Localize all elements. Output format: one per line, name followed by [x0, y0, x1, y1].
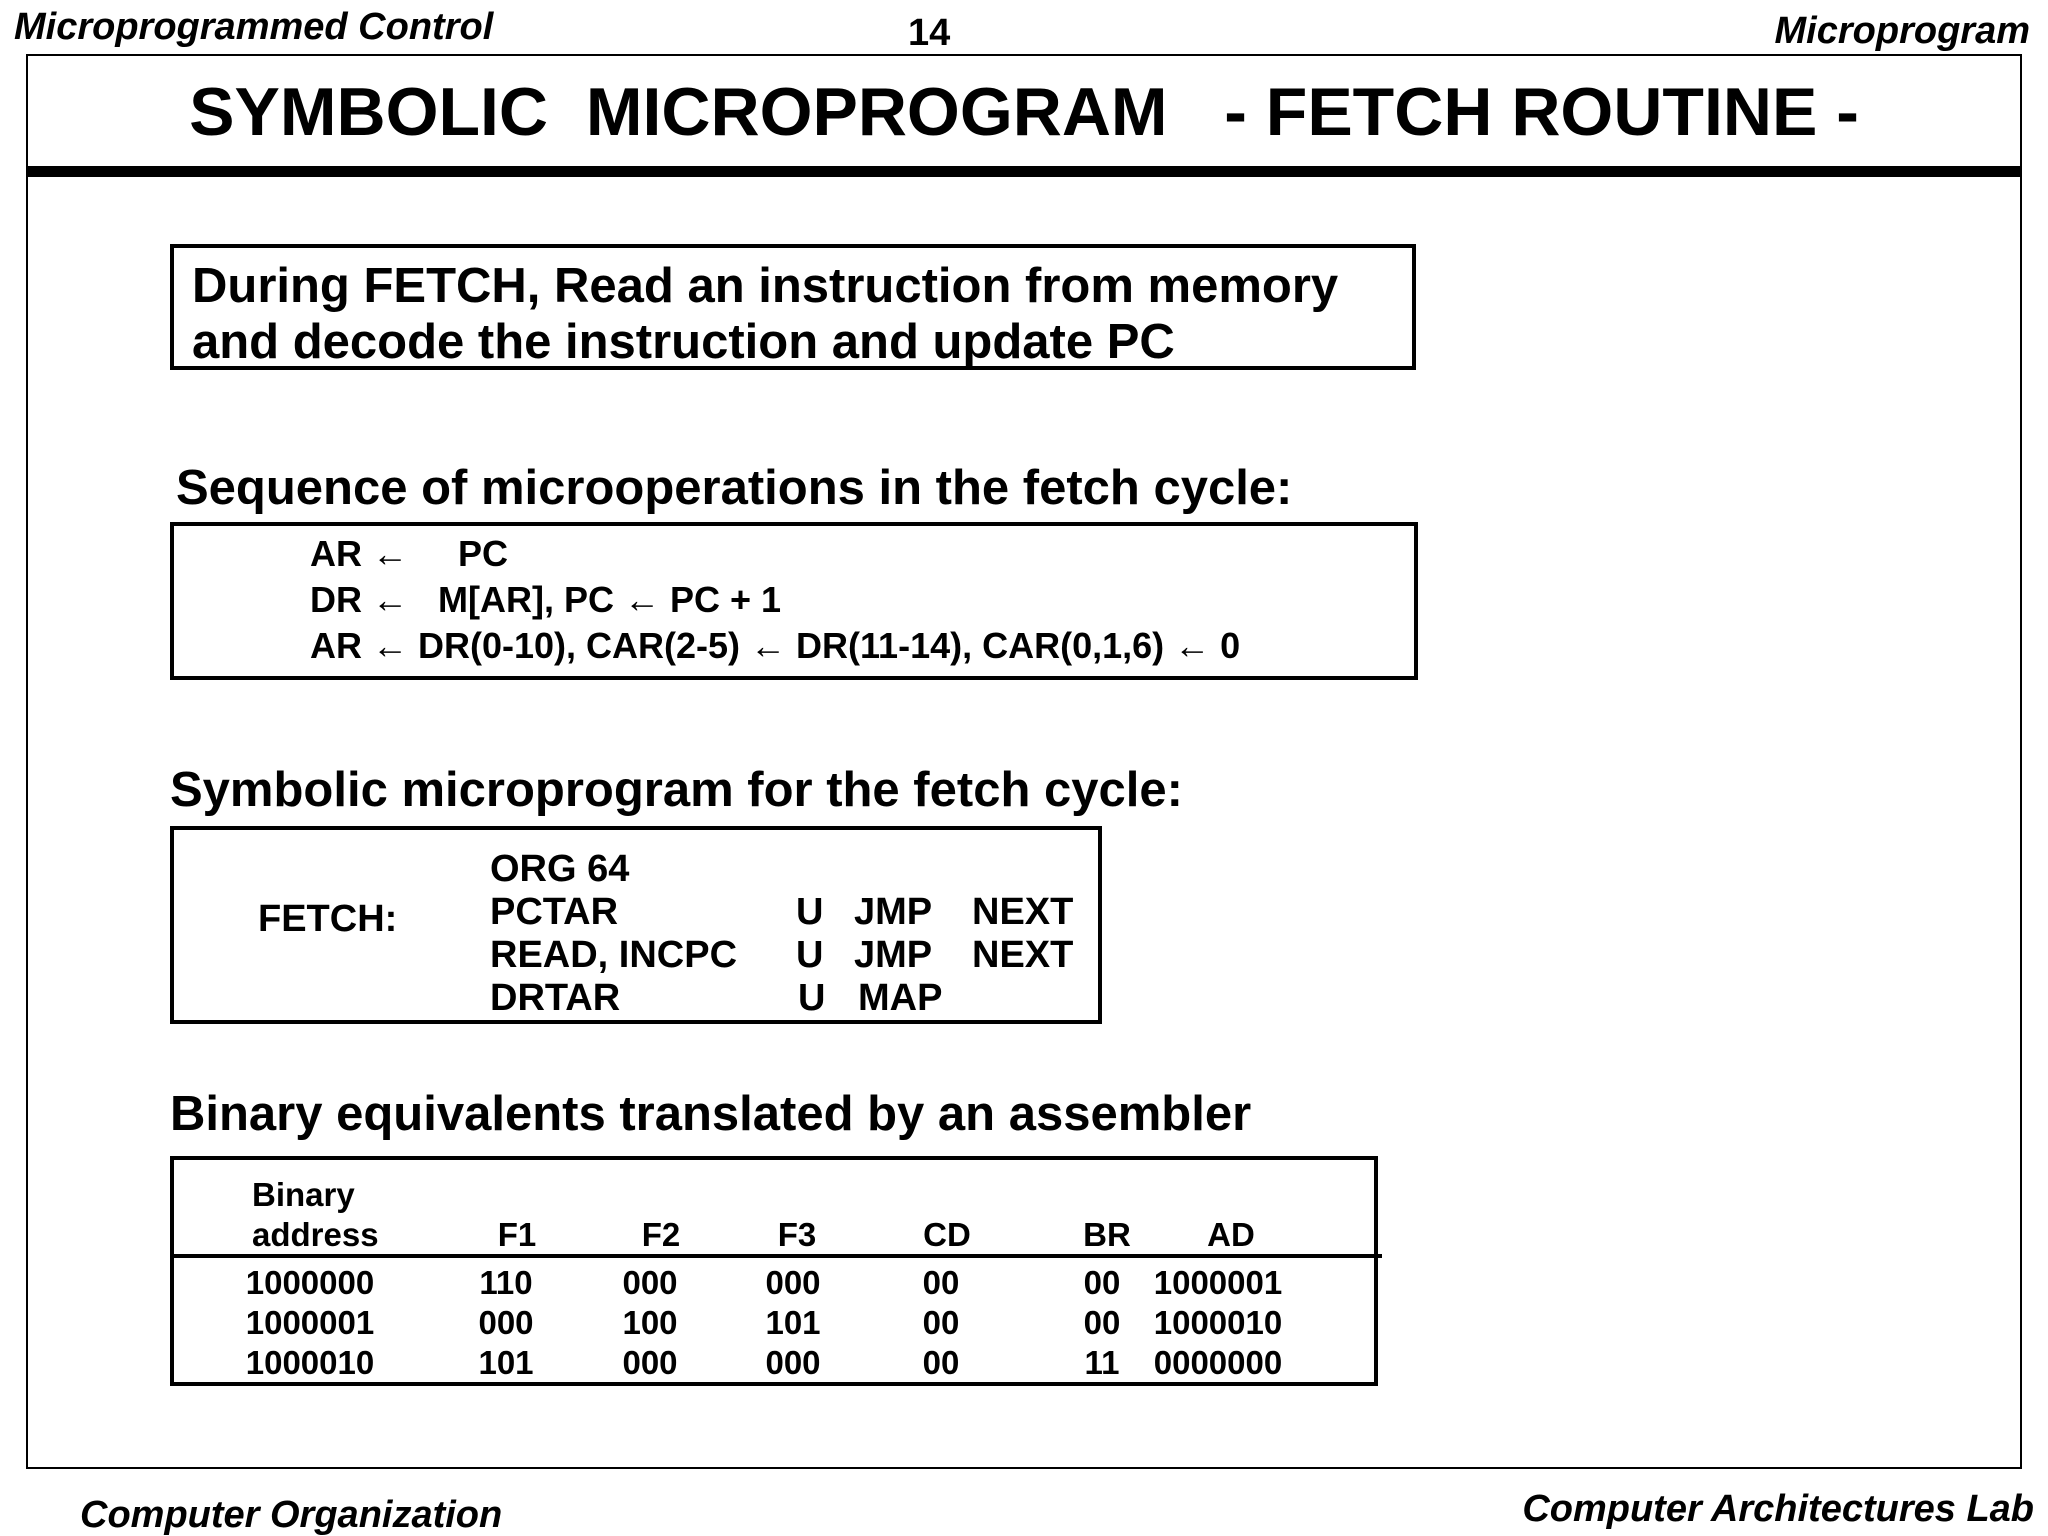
cell-f1: 101 — [478, 1344, 534, 1381]
binary-heading: Binary equivalents translated by an assembler — [170, 1087, 1252, 1141]
cell-f3: 101 — [765, 1304, 821, 1341]
cell-ad: 0000000 — [1153, 1344, 1283, 1381]
micro-op: DRTAR — [490, 977, 621, 1019]
cell-cd: 00 — [922, 1344, 960, 1381]
cell-address: 1000010 — [245, 1344, 375, 1381]
symbolic-heading: Symbolic microprogram for the fetch cycle: — [170, 763, 1183, 817]
page-number: 14 — [908, 12, 951, 54]
footer-left-text: Computer Organization — [80, 1494, 503, 1536]
column-header-cd: CD — [923, 1216, 971, 1253]
slide-title: SYMBOLIC MICROPROGRAM - FETCH ROUTINE - — [189, 74, 1859, 150]
column-header-ad: AD — [1207, 1216, 1255, 1253]
cell-br: 00 — [1083, 1304, 1121, 1341]
title-rule — [26, 166, 2022, 177]
sequence-heading: Sequence of microoperations in the fetch cycle: — [176, 461, 1293, 515]
cell-f1: 110 — [479, 1264, 533, 1301]
address-field: NEXT — [972, 934, 1074, 976]
footer-right-text: Computer Architectures Lab — [1522, 1488, 2034, 1530]
branch: JMP — [854, 934, 933, 976]
address-field: NEXT — [972, 891, 1074, 933]
cell-br: 11 — [1084, 1344, 1120, 1381]
cell-f3: 000 — [765, 1344, 821, 1381]
column-header-address: address — [252, 1216, 379, 1253]
column-header-f1: F1 — [497, 1216, 537, 1253]
cell-f1: 000 — [478, 1304, 534, 1341]
description-box — [170, 244, 1416, 370]
microoperation-line: DR ← M[AR], PC ← PC + 1 — [310, 579, 782, 620]
microoperations-box — [170, 522, 1418, 680]
description-line: and decode the instruction and update PC — [192, 315, 1175, 369]
cell-ad: 1000001 — [1153, 1264, 1283, 1301]
routine-label: FETCH: — [258, 898, 398, 940]
micro-op: PCTAR — [490, 891, 619, 933]
description-line: During FETCH, Read an instruction from memory — [192, 259, 1339, 313]
cell-f2: 100 — [622, 1304, 678, 1341]
microoperation-line: AR ← PC — [310, 533, 509, 574]
symbolic-program-box — [170, 826, 1102, 1024]
column-header-address: Binary — [252, 1176, 355, 1213]
microoperation-line: AR ← DR(0-10), CAR(2-5) ← DR(11-14), CAR(0,1,6) ← 0 — [310, 625, 1241, 666]
cell-cd: 00 — [922, 1264, 960, 1301]
binary-table — [170, 1156, 1378, 1386]
cell-br: 00 — [1083, 1264, 1121, 1301]
branch: JMP — [854, 891, 933, 933]
condition: U — [796, 891, 824, 933]
cell-f2: 000 — [622, 1264, 678, 1301]
org-directive: ORG 64 — [490, 848, 630, 890]
column-header-f2: F2 — [641, 1216, 681, 1253]
condition: U — [798, 977, 826, 1019]
column-header-br: BR — [1083, 1216, 1131, 1253]
column-header-f3: F3 — [777, 1216, 817, 1253]
cell-address: 1000000 — [245, 1264, 375, 1301]
cell-f2: 000 — [622, 1344, 678, 1381]
header-right-text: Microprogram — [1774, 10, 2030, 52]
cell-cd: 00 — [922, 1304, 960, 1341]
cell-ad: 1000010 — [1153, 1304, 1283, 1341]
branch: MAP — [858, 977, 943, 1019]
cell-address: 1000001 — [245, 1304, 375, 1341]
micro-op: READ, INCPC — [490, 934, 738, 976]
header-divider — [174, 1254, 1382, 1258]
cell-f3: 000 — [765, 1264, 821, 1301]
header-left-text: Microprogrammed Control — [14, 6, 494, 48]
condition: U — [796, 934, 824, 976]
